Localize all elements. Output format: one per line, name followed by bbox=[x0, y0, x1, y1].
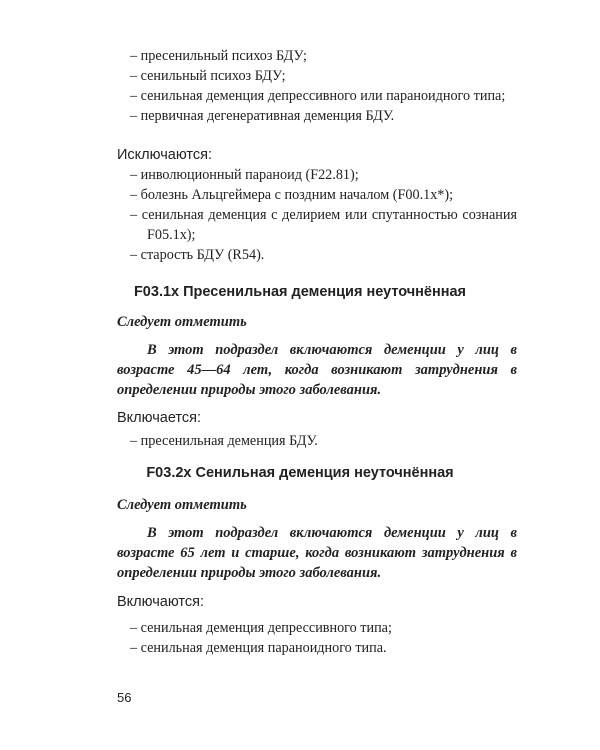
list-item: – сенильная деменция с делирием или спутанностью сознания F05.1x); bbox=[117, 205, 517, 245]
excluded-block bbox=[117, 145, 517, 265]
section1-note-title: Следует отметить bbox=[117, 314, 247, 330]
excluded-list bbox=[117, 165, 517, 265]
top-list-block bbox=[117, 46, 517, 126]
page-number: 56 bbox=[117, 690, 132, 705]
section1-heading: F03.1x Пресенильная деменция неуточнённая bbox=[133, 284, 467, 300]
list-item: – сенильный психоз БДУ; bbox=[117, 66, 517, 86]
list-item: – инволюционный параноид (F22.81); bbox=[117, 165, 517, 185]
section2-note-body: В этот подраздел включаются деменции у лиц в возрасте 65 лет и старше, когда возникают затруднения в определении природы этого заболевания. bbox=[117, 525, 517, 581]
list-item: – болезнь Альцгеймера с поздним началом (F00.1x*); bbox=[117, 185, 517, 205]
excluded-label: Исключаются: bbox=[117, 147, 212, 163]
section2-note-title: Следует отметить bbox=[117, 497, 247, 513]
section1-body bbox=[117, 312, 517, 451]
list-item: – первичная дегенеративная деменция БДУ. bbox=[117, 106, 517, 126]
section2-heading: F03.2x Сенильная деменция неуточнённая bbox=[146, 465, 454, 481]
section1-included-list bbox=[117, 431, 517, 451]
list-item: – сенильная деменция параноидного типа. bbox=[117, 638, 517, 658]
list-item: – пресенильная деменция БДУ. bbox=[117, 431, 517, 451]
section2-included-list bbox=[117, 618, 517, 658]
top-list bbox=[117, 46, 517, 126]
section1-included-label: Включается: bbox=[117, 410, 202, 426]
section1-note-body: В этот подраздел включаются деменции у лиц в возрасте 45—64 лет, когда возникают затруднения в определении природы этого заболевания. bbox=[117, 342, 517, 398]
section2-body bbox=[117, 495, 517, 658]
list-item: – старость БДУ (R54). bbox=[117, 245, 517, 265]
list-item: – пресенильный психоз БДУ; bbox=[117, 46, 517, 66]
section2-included-label: Включаются: bbox=[117, 594, 204, 610]
list-item: – сенильная деменция депрессивного типа; bbox=[117, 618, 517, 638]
list-item: – сенильная деменция депрессивного или параноидного типа; bbox=[117, 86, 517, 106]
